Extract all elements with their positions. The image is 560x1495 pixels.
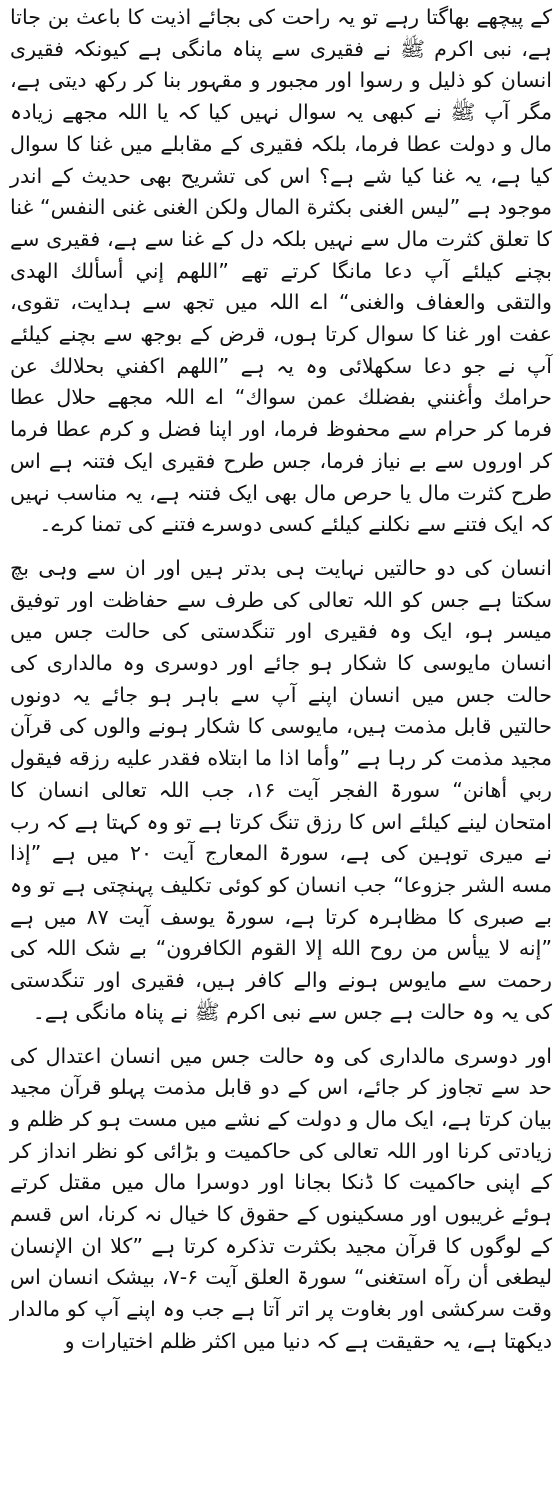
paragraph-2: انسان کی دو حالتیں نہایت ہی بدتر ہیں اور ان سے وہی بچ سکتا ہے جس کو اللہ تعالی کی طرف سے حفاظت اور توفیق میسر ہو، ایک وہ فقیری اور تنگدستی کی حالت جس میں انسان مایوسی کا شکار ہو جائے اور دوسری وہ مالداری کی حالت جس میں انسان اپنے آپ سے باہر ہو جائے یہ دونوں حالتیں قابل مذمت ہیں، مایوسی کا شکار ہونے والوں کی قرآن مجید مذمت کر رہا ہے ”وأما اذا ما ابتلاه فقدر عليه رزقه فيقول ربي أهانن“ سورۃ الفجر آیت ۱۶، جب اللہ تعالی انسان کا امتحان لینے کیلئے اس کا رزق تنگ کرتا ہے تو وہ کہتا ہے کہ رب نے میری توہین کی ہے، سورۃ المعارج آیت ۲۰ میں ہے ”إذا مسه الشر جزوعا“ جب انسان کو کوئی تکلیف پہنچتی ہے تو وہ بے صبری کا مظاہرہ کرتا ہے، سورۃ یوسف آیت ۸۷ میں ہے ”إنه لا ييأس من روح الله إلا القوم الكافرون“ بے شک اللہ کی رحمت سے مایوس ہونے والے کافر ہیں، فقیری اور تنگدستی کی یہ وہ حالت ہے جس سے نبی اکرم ﷺ نے پناہ مانگی ہے۔ bbox=[10, 555, 552, 1024]
paragraph-1: کے پیچھے بھاگتا رہے تو یہ راحت کی بجائے اذیت کا باعث بن جاتا ہے، نبی اکرم ﷺ نے فقیری سے پناہ مانگی ہے کیونکہ فقیری انسان کو ذلیل و رسوا اور مجبور و مقہور بنا کر رکھ دیتی ہے، مگر آپ ﷺ نے کبھی یہ سوال نہیں کیا کہ یا اللہ مجھے زیادہ مال و دولت عطا فرما، بلکہ فقیری کے مقابلے میں غنا کا سوال کیا ہے، یہ غنا کیا شے ہے؟ اس کی تشریح بھی حدیث کے اندر موجود ہے ”ليس الغنى بكثرة المال ولكن الغنى غنى النفس“ غنا کا تعلق کثرت مال سے نہیں بلکہ دل کے غنا سے ہے، فقیری سے بچنے کیلئے آپ دعا مانگا کرتے تھے ”اللهم إني أسألك الهدى والتقى والعفاف والغنى“ اے اللہ میں تجھ سے ہدایت، تقوی، عفت اور غنا کا سوال کرتا ہوں، قرض کے بوجھ سے بچنے کیلئے آپ نے جو دعا سکھلائی وہ یہ ہے ”اللهم اكفني بحلالك عن حرامك وأغنني بفضلك عمن سواك“ اے اللہ مجھے حلال عطا فرما کر حرام سے محفوظ فرما، اور اپنا فضل و کرم عطا فرما کر اوروں سے بے نیاز فرما، جس طرح فقیری ایک فتنہ ہے اس طرح کثرت مال یا حرص مال بھی ایک فتنہ ہے، یہ مناسب نہیں کہ ایک فتنے سے نکلنے کیلئے کسی دوسرے فتنے کی تمنا کرے۔ bbox=[10, 5, 552, 537]
paragraph-3: اور دوسری مالداری کی وہ حالت جس میں انسان اعتدال کی حد سے تجاوز کر جائے، اس کے دو قابل مذمت پہلو قرآن مجید بیان کرتا ہے، ایک مال و دولت کے نشے میں مست ہو کر ظلم و زیادتی کرنا اور اللہ تعالی کی حاکمیت و بڑائی کو نظر انداز کر کے اپنی حاکمیت کا ڈنکا بجانا اور دوسرا مال میں مقتل کرتے ہوئے غریبوں اور مسکینوں کے حقوق کا خیال نہ کرنا، اس قسم کے لوگوں کا قرآن مجید بکثرت تذکرہ کرتا ہے ”كلا ان الإنسان ليطغى أن رآه استغنى“ سورۃ العلق آیت ۶-۷، بیشک انسان اس وقت سرکشی اور بغاوت پر اتر آتا ہے جب وہ اپنے آپ کو مالدار دیکھتا ہے، یہ حقیقت ہے کہ دنیا میں اکثر ظلم اختیارات و bbox=[10, 1043, 552, 1353]
